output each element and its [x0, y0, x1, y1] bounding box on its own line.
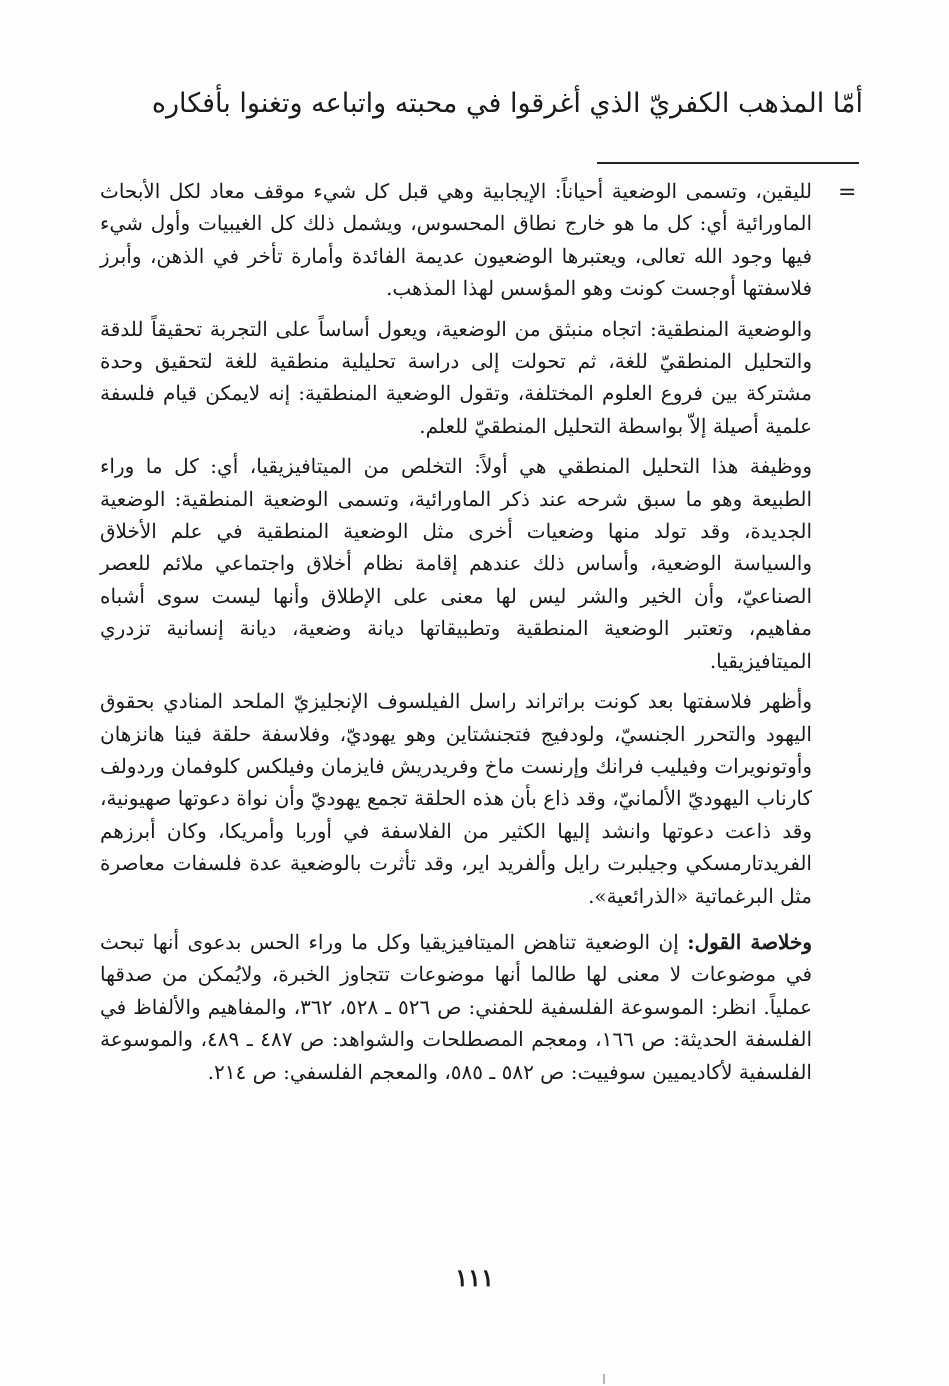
conclusion-paragraph	[100, 926, 812, 1088]
scan-artifact-mark	[603, 1374, 605, 1384]
conclusion-label: وخلاصة القول:	[687, 929, 813, 954]
footnote-separator-line	[597, 162, 859, 164]
footnote-paragraph: والوضعية المنطقية: اتجاه منبثق من الوضعية، ويعول أساساً على التجربة تحقيقاً للدقة والتحليل المنطقيّ للغة، ثم تحولت إلى دراسة تحليلية منطقية للغة لتحقيق وحدة مشتركة بين فروع العلوم المختلفة، وتقول الوضعية المنطقية: إنه لايمكن قيام فلسفة علمية أصيلة إلاّ بواسطة التحليل المنطقيّ للعلم.	[100, 316, 813, 438]
page-number: ١١١	[455, 1263, 494, 1292]
conclusion-text: إن الوضعية تناهض الميتافيزيقيا وكل ما وراء الحس بدعوى أنها تبحث في موضوعات لا معنى لها طالما أنها موضوعات تتجاوز الخبرة، ولايُمكن من صدقها عملياً. انظر: الموسوعة الفلسفية للحفني: ص ٥٢٦ ـ ٥٢٨، ٣٦٢، والمفاهيم والألفاظ في الفلسفة الحديثة: ص ١٦٦، ومعجم المصطلحات والشواهد: ص ٤٨٧ ـ ٤٨٩، والموسوعة الفلسفية لأكاديميين سوفييت: ص ٥٨٢ ـ ٥٨٥، والمعجم الفلسفي: ص ٢١٤.	[100, 929, 813, 1084]
footnote-paragraph: لليقين، وتسمى الوضعية أحياناً: الإيجابية وهي قبل كل شيء موقف معاد لكل الأبحاث الماورائية أي: كل ما هو خارج نطاق المحسوس، ويشمل ذلك كل الغيبيات وأول شيء فيها وجود الله تعالى، ويعتبرها الوضعيون عديمة الفائدة وأمارة تأخر في الذهن، وأبرز فلاسفتها أوجست كونت وهو المؤسس لهذا المذهب.	[100, 179, 812, 301]
footnote-continuation-mark: =	[838, 180, 857, 205]
footnote-block	[100, 175, 812, 1096]
footnote-paragraph: ووظيفة هذا التحليل المنطقي هي أولاً: التخلص من الميتافيزيقيا، أي: كل ما وراء الطبيعة وهو ما سبق شرحه عند ذكر الماورائية، وتسمى الوضعية المنطقية: الوضعية الجديدة، وقد تولد منها وضعيات أخرى مثل الوضعية المنطقية في علم الأخلاق والسياسة الوضعية، وأساس ذلك عندهم إقامة نظام أخلاق واجتماعي ملائم للعصر الصناعيّ، وأن الخير والشر ليس لها معنى على الإطلاق وأنها ليست سوى أشباه مفاهيم، وتعتبر الوضعية المنطقية وتطبيقاتها ديانة وضعية، ديانة إنسانية تزدري الميتافيزيقيا.	[100, 454, 812, 673]
footnote-paragraph: وأظهر فلاسفتها بعد كونت براتراند راسل الفيلسوف الإنجليزيّ الملحد المنادي بحقوق اليهود والتحرر الجنسيّ، ولودفيج فتجنشتاين وهو يهوديّ، وفلاسفة حلقة فينا هانزهان وأوتونويرات وفيليب فرانك وإرنست ماخ وفريدريش فايزمان وفيلكس كلوفمان وردولف كارناب اليهوديّ الألمانيّ، وقد ذاع بأن هذه الحلقة تجمع يهوديّ وأن نواة دعوتها صهيونية، وقد ذاعت دعوتها وانشد إليها الكثير من الفلاسفة في أوربا وأمريكا، وكان أبرزهم الفريدتارمسكي وجيلبرت رايل وألفريد اير، وقد تأثرت بالوضعية عدة فلسفات معاصرة مثل البرغماتية «الذرائعية».	[100, 689, 812, 908]
page-header-text: أمّا المذهب الكفريّ الذي أغرقوا في محبته واتباعه وتغنوا بأفكاره	[151, 88, 863, 119]
